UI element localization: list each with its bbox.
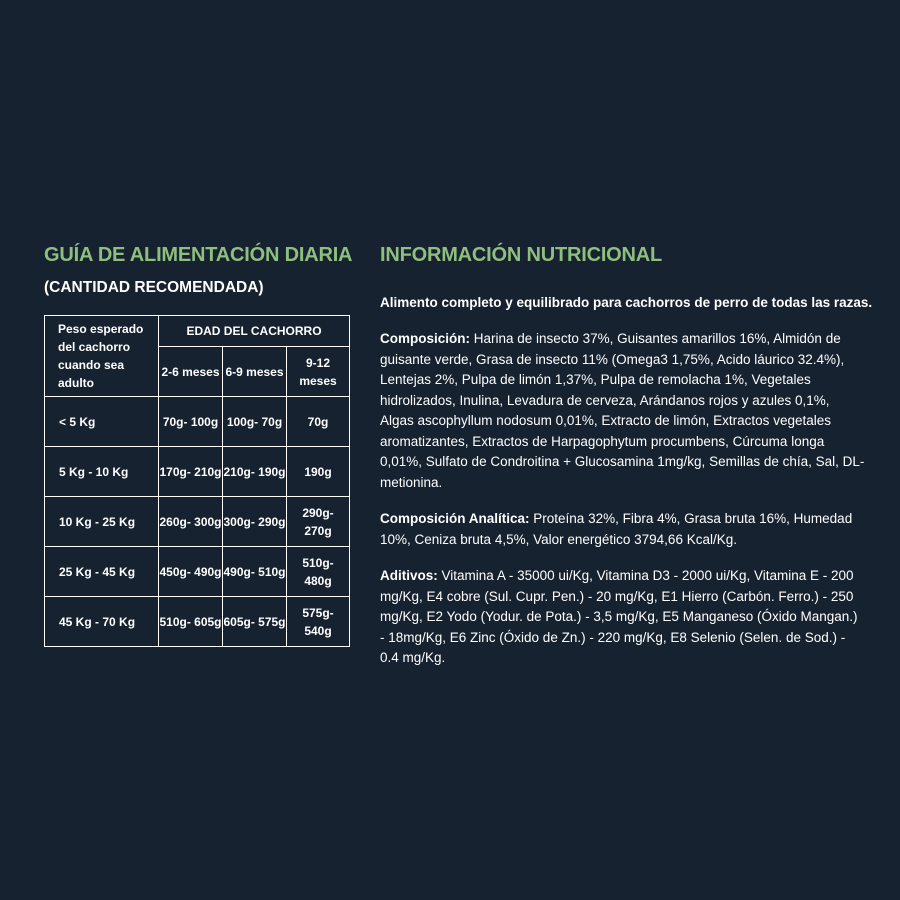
amount-cell: 490g- 510g (223, 547, 287, 597)
weight-cell: 10 Kg - 25 Kg (45, 497, 159, 547)
weight-column-header: Peso esperado del cachorro cuando sea adulto (45, 316, 159, 397)
amount-cell: 210g- 190g (223, 447, 287, 497)
additives-text: Vitamina A - 35000 ui/Kg, Vitamina D3 - 2000 ui/Kg, Vitamina E - 200 mg/Kg, E4 cobre (Sul. Cupr. Pen.) - 20 mg/Kg, E1 Hierro (Carbón. Ferro.) - 250 mg/Kg, E2 Yodo (Yodur. de Pota.) - 3,5 mg/Kg, E5 Manganeso (Óxido Mangan.) - 18mg/Kg, E6 Zinc (Óxido de Zn.) - 220 mg/Kg, E8 Selenio (Selen. de Sod.) - 0.4 mg/Kg. (380, 568, 858, 665)
table-row (45, 597, 350, 647)
amount-cell: 510g- 605g (159, 597, 223, 647)
weight-cell: < 5 Kg (45, 397, 159, 447)
analytical-text: Proteína 32%, Fibra 4%, Grasa bruta 16%, Humedad 10%, Ceniza bruta 4,5%, Valor energético 3794,66 Kcal/Kg. (380, 511, 853, 547)
weight-cell: 45 Kg - 70 Kg (45, 597, 159, 647)
feeding-guide-title: GUÍA DE ALIMENTACIÓN DIARIA (44, 244, 353, 266)
nutrition-section (380, 242, 873, 669)
table-row (45, 547, 350, 597)
age-column-header: 2-6 meses (159, 347, 223, 397)
analytical-paragraph (380, 509, 865, 550)
amount-cell: 70g- 100g (159, 397, 223, 447)
amount-cell: 100g- 70g (223, 397, 287, 447)
amount-cell: 170g- 210g (159, 447, 223, 497)
feeding-guide-section (44, 242, 353, 647)
weight-cell: 5 Kg - 10 Kg (45, 447, 159, 497)
amount-cell: 575g- 540g (287, 597, 350, 647)
weight-cell: 25 Kg - 45 Kg (45, 547, 159, 597)
composition-paragraph (380, 329, 865, 493)
composition-label: Composición: (380, 331, 470, 346)
nutrition-title: INFORMACIÓN NUTRICIONAL (380, 244, 663, 266)
feeding-table (44, 315, 350, 647)
amount-cell: 290g- 270g (287, 497, 350, 547)
amount-cell: 300g- 290g (223, 497, 287, 547)
composition-text: Harina de insecto 37%, Guisantes amarillos 16%, Almidón de guisante verde, Grasa de insecto 11% (Omega3 1,75%, Acido láurico 32.4%), Lentejas 2%, Pulpa de limón 1,37%, Pulpa de remolacha 1%, Vegetales hidrolizados, Inulina, Levadura de cerveza, Arándanos rojos y azules 0,1%, Algas ascophyllum nodosum 0,01%, Extracto de limón, Extractos vegetales aromatizantes, Extractos de Harpagophytum procumbens, Cúrcuma longa 0,01%, Sulfato de Condroitina + Glucosamina 1mg/kg, Semillas de chía, Sal, DL-metionina. (380, 331, 865, 490)
table-row (45, 397, 350, 447)
nutrition-intro: Alimento completo y equilibrado para cachorros de perro de todas las razas. (380, 295, 873, 310)
age-column-header: 6-9 meses (223, 347, 287, 397)
amount-cell: 605g- 575g (223, 597, 287, 647)
amount-cell: 510g- 480g (287, 547, 350, 597)
additives-label: Aditivos: (380, 568, 438, 583)
feeding-guide-subtitle: (CANTIDAD RECOMENDADA) (44, 279, 264, 296)
analytical-label: Composición Analítica: (380, 511, 530, 526)
table-row (45, 497, 350, 547)
amount-cell: 450g- 490g (159, 547, 223, 597)
age-column-header: 9-12 meses (287, 347, 350, 397)
table-header-row (45, 316, 350, 347)
amount-cell: 190g (287, 447, 350, 497)
age-group-header: EDAD DEL CACHORRO (159, 316, 350, 347)
amount-cell: 260g- 300g (159, 497, 223, 547)
amount-cell: 70g (287, 397, 350, 447)
additives-paragraph (380, 566, 865, 669)
table-row (45, 447, 350, 497)
